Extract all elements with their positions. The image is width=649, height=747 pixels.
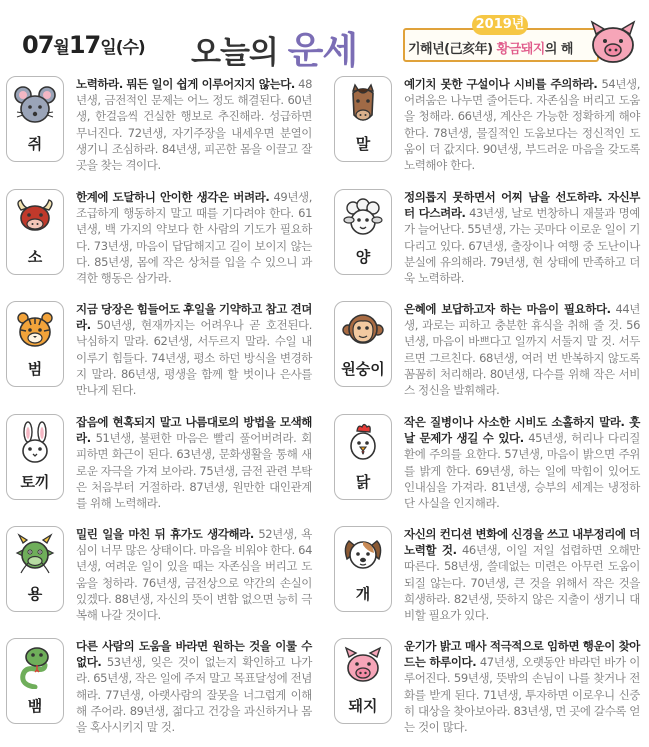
fortune-cell-ox [0, 185, 318, 293]
fortune-cell-tiger [0, 297, 318, 405]
animal-card [6, 414, 64, 500]
date [22, 31, 145, 59]
fortune-body: 46년생, 이일 저일 섭렵하면 오해만 따른다. 58년생, 쓸데없는 미련은 아무런 도움이 되질 않는다. 70년생, 큰 것을 위해서 작은 것을 희생하라. 82년생, 뜻하지 않은 지출이 생기니 대비할 필요가 있다. [404, 543, 640, 623]
fortune-text [76, 189, 312, 286]
rabbit-icon [13, 421, 57, 465]
fortune-cell-snake [0, 634, 318, 742]
fortune-body: 44년생, 과로는 피하고 충분한 휴식을 취해 줄 것. 56년생, 마음이 바쁘다고 일까지 서둘지 말 것. 서두르면 그르친다. 68년생, 여러 번 반복하지 않도록 꼼꼼히 처리해라. 80년생, 다수를 위해 작은 서비스 정신을 발휘해라. [404, 302, 640, 398]
tiger-icon [13, 308, 57, 352]
horse-icon [341, 83, 385, 127]
fortune-cell-dragon [0, 522, 318, 630]
animal-card [334, 76, 392, 162]
rooster-icon [341, 421, 385, 465]
banner-pre: 기해년(己亥年) [408, 42, 497, 57]
fortune-cell-rat [0, 72, 318, 180]
animal-name: 원숭이 [341, 360, 385, 378]
fortune-cell-sheep [328, 185, 646, 293]
fortune-text [76, 638, 312, 735]
fortune-headline: 다른 사람의 도움을 바라면 원하는 것을 이룰 수 없다. [76, 639, 312, 670]
fortune-body: 51년생, 불편한 마음은 빨리 풀어버려라. 회피하면 화근이 된다. 63년생, 문화생활을 통해 새로운 자극을 가져 보아라. 75년생, 금전 관련 부탁은 처음부터 거절하라. 87년생, 원만한 대인관계를 위해 노력해라. [76, 431, 312, 511]
sheep-icon [341, 196, 385, 240]
month-unit: 월 [53, 38, 69, 58]
animal-card [334, 638, 392, 724]
animal-name: 양 [355, 248, 371, 266]
fortune-cell-monkey [328, 297, 646, 405]
monkey-icon [341, 308, 385, 352]
day: 17 [68, 31, 101, 59]
animal-card [6, 76, 64, 162]
fortune-text [76, 76, 312, 173]
fortune-cell-rabbit [0, 410, 318, 518]
animal-name: 토끼 [20, 473, 50, 491]
fortune-cell-rooster [328, 410, 646, 518]
banner-year-badge: 2019년 [472, 15, 528, 35]
fortune-headline: 한계에 도달하니 안이한 생각은 버려라. [76, 190, 270, 204]
snake-icon [13, 645, 57, 689]
fortune-body: 47년생, 오랫동안 바라던 바가 이루어진다. 59년생, 뜻밖의 손님이 나를 찾거나 전화를 받게 된다. 71년생, 투자하면 이로우니 신중히 대상을 찾아보아라. 83년생, 먼 곳에 갈수록 얻는 것이 많다. [404, 655, 641, 735]
banner-text [408, 38, 573, 57]
animal-card [334, 189, 392, 275]
animal-card [6, 301, 64, 387]
ox-icon [13, 196, 57, 240]
fortune-text [76, 414, 312, 511]
fortune-headline: 작은 질병이나 사소한 시비도 소홀하지 말라. 훗날 문제가 생길 수 있다. [404, 415, 640, 446]
fortune-text [404, 414, 640, 511]
weekday: (수) [115, 38, 145, 58]
fortune-body: 52년생, 욕심이 너무 많은 상태이다. 마음을 비워야 한다. 64년생, 여려운 일이 있을 때는 자존심을 버리고 도움을 청하라. 76년생, 금전상으로 약간의 손실이 있겠다. 88년생, 자신의 뜻이 변함 없으면 능히 극복해 나갈 것이다. [76, 527, 312, 623]
animal-name: 뱀 [27, 697, 43, 715]
animal-card [334, 526, 392, 612]
banner-post: 의 해 [544, 42, 573, 57]
fortune-body: 45년생, 허리나 다리질환에 주의를 요한다. 57년생, 마음이 밝으면 주위를 밝게 한다. 69년생, 하는 일에 막힘이 있어도 인내심을 가져라. 81년생, 승부의 세계는 냉정하단 사실을 인지해라. [404, 431, 641, 511]
title-prefix: 오늘의 [191, 35, 288, 71]
animal-card [6, 526, 64, 612]
animal-card [334, 414, 392, 500]
pig-mascot-icon [588, 20, 638, 66]
fortune-headline: 예기치 못한 구설이나 시비를 주의하라. [404, 77, 598, 91]
animal-name: 돼지 [348, 697, 378, 715]
fortune-headline: 은혜에 보답하고자 하는 마음이 필요하다. [404, 302, 611, 316]
fortune-headline: 자신의 컨디션 변화에 신경을 쓰고 내부정리에 더 노력할 것. [404, 527, 640, 558]
fortune-headline: 운기가 밝고 매사 적극적으로 임하면 행운이 찾아 드는 하루이다. [404, 639, 640, 670]
dragon-icon [13, 533, 57, 577]
fortune-body: 53년생, 잊은 것이 없는지 확인하고 나가라. 65년생, 작은 일에 주저 말고 목표달성에 전념해라. 77년생, 아랫사람의 잘못을 너그럽게 이해해 주어라. 89년생, 젊다고 건강을 과신하거나 몸을 혹사시키지 말 것. [76, 655, 312, 735]
fortune-body: 48년생, 금전적인 문제는 어느 정도 해결된다. 60년생, 한걸음씩 건실한 행보로 추진해라. 성급하면 무너진다. 72년생, 자기주장을 내세우면 분열이 생기니 조심하라. 84년생, 피곤한 몸을 이끌고 잘 곳을 찾는 격이다. [76, 77, 312, 173]
title-accent: 운세 [287, 29, 358, 72]
fortune-headline: 잡음에 현혹되지 말고 나름대로의 방법을 모색해라. [76, 415, 312, 446]
fortune-text [404, 189, 640, 286]
fortune-body: 54년생, 어려움은 나누면 줄어든다. 자존심을 버리고 도움을 청해라. 66년생, 계산은 가능한 정확하게 해야 한다. 78년생, 물질적인 도움보다는 정신적인 도움이 더 값지다. 90년생, 부드러운 마음을 갖도록 노력해야 한다. [404, 77, 640, 173]
header [0, 0, 649, 72]
fortune-cell-horse [328, 72, 646, 180]
animal-name: 닭 [355, 473, 371, 491]
fortune-cell-pig [328, 634, 646, 742]
fortune-text [404, 638, 640, 735]
animal-name: 쥐 [27, 135, 43, 153]
day-unit: 일 [100, 38, 116, 58]
animal-name: 말 [355, 135, 371, 153]
fortune-headline: 노력하라. 뭐든 일이 쉽게 이루어지지 않는다. [76, 77, 295, 91]
animal-name: 용 [27, 585, 43, 603]
banner-highlight: 황금돼지 [496, 42, 545, 57]
fortune-cell-dog [328, 522, 646, 630]
animal-card [334, 301, 392, 387]
month: 07 [22, 31, 54, 59]
fortune-body: 43년생, 날로 번창하니 재물과 명예가 늘어난다. 55년생, 가는 곳마다 이로운 일이 기다리고 있다. 67년생, 출장이나 여행 중 도난이나 분실에 유의해라. 79년생, 현 상태에 만족하고 더욱 노력하라. [404, 206, 640, 286]
dog-icon [341, 533, 385, 577]
fortune-headline: 지금 당장은 힘들어도 후일을 기약하고 참고 견뎌라. [76, 302, 312, 333]
page-title [191, 20, 357, 74]
animal-name: 개 [355, 585, 371, 603]
animal-card [6, 638, 64, 724]
fortune-text [76, 301, 312, 398]
fortune-headline: 정의롭지 못하면서 어찌 남을 선도하랴. 자신부터 다스려라. [404, 190, 640, 221]
fortune-text [404, 76, 640, 173]
fortune-text [404, 301, 640, 398]
rat-icon [13, 83, 57, 127]
fortune-text [76, 526, 312, 623]
fortune-body: 49년생, 조급하게 행동하지 말고 때를 기다려야 한다. 61년생, 백 가지의 약보다 한 사람의 기도가 필요하다. 73년생, 마음이 답답해지고 길이 보이지 않는다. 85년생, 몸에 작은 상처를 입을 수 있으니 과격한 행동은 삼가라. [76, 190, 312, 286]
animal-card [6, 189, 64, 275]
fortune-text [404, 526, 640, 623]
animal-name: 범 [27, 360, 43, 378]
fortune-grid [0, 72, 649, 747]
animal-name: 소 [27, 248, 43, 266]
pig-icon [341, 645, 385, 689]
fortune-body: 50년생, 현재까지는 어려우나 곧 호전된다. 낙심하지 말라. 62년생, 서두르지 말라. 수일 내 이루기 힘들다. 74년생, 평소 하던 방식을 변경하지 말라. 86년생, 평생을 함께 할 벗이나 은사를 만나게 된다. [76, 318, 312, 398]
fortune-headline: 밀린 일을 마친 뒤 휴가도 생각해라. [76, 527, 254, 541]
